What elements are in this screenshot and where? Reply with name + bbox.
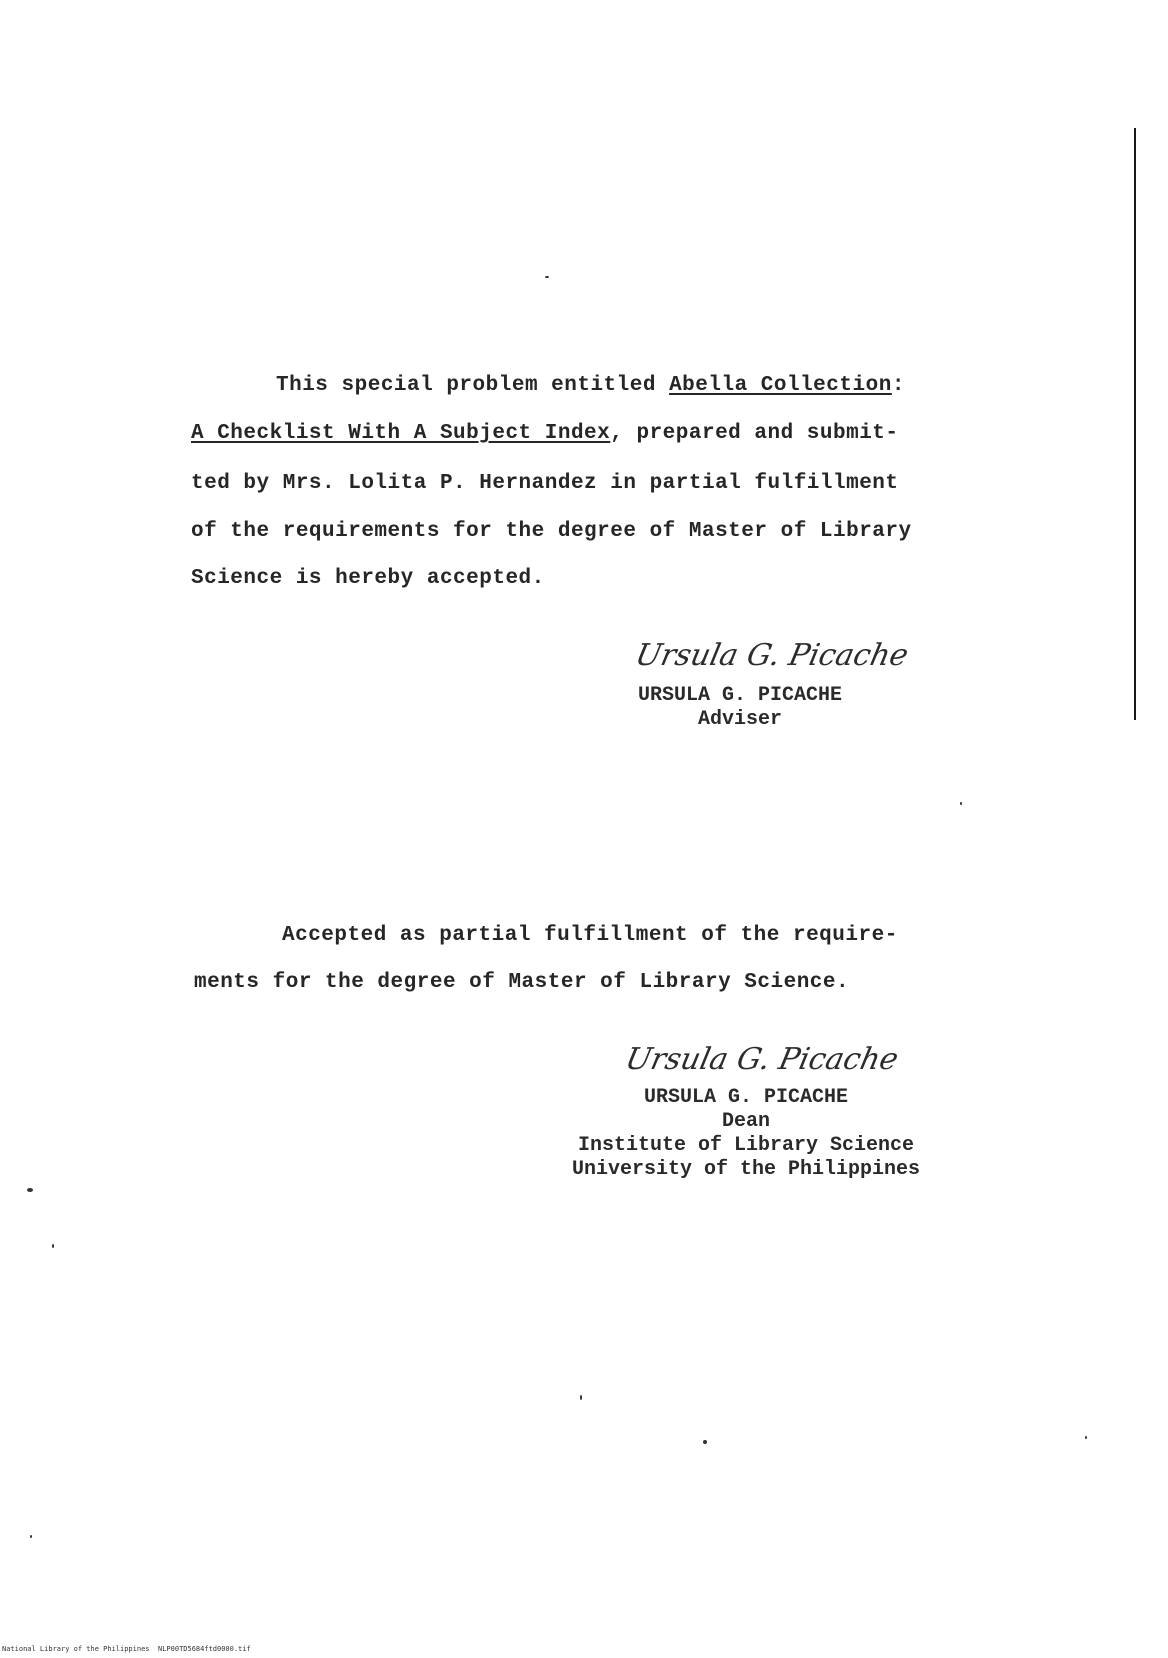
paragraph1-line1 [276,374,905,397]
dean-name: URSULA G. PICACHE [643,1086,849,1109]
scan-speck [580,1395,582,1400]
paragraph2-line1: Accepted as partial fulfillment of the require- [282,924,898,947]
dean-institute: Institute of Library Science [577,1134,915,1157]
paragraph1-line2-post: , prepared and submit- [610,422,899,445]
scan-speck [545,276,549,278]
paragraph1-line5: Science is hereby accepted. [191,567,545,590]
dean-signature: Ursula G. Picache [622,1042,902,1077]
adviser-block [620,684,860,732]
paragraph2-line2: ments for the degree of Master of Library Science. [194,971,850,994]
paragraph1-line4: of the requirements for the degree of Master of Library [191,520,912,543]
paragraph1-line1-pre: This special problem entitled [276,374,670,397]
scan-speck [960,802,962,805]
paragraph1-title-part2: A Checklist With A Subject Index [191,422,611,445]
scan-speck [27,1188,33,1192]
dean-university: University of the Philippines [571,1158,921,1181]
dean-role: Dean [721,1110,770,1133]
footer-right: NLP00TD5684ftd0000.tif [158,1645,251,1653]
adviser-role: Adviser [697,708,782,731]
scan-speck [30,1535,32,1538]
adviser-signature: Ursula G. Picache [632,638,912,673]
paragraph1-line3: ted by Mrs. Lolita P. Hernandez in partial fulfillment [191,472,899,495]
adviser-name: URSULA G. PICACHE [637,684,843,707]
scan-speck [52,1244,54,1248]
paragraph1-title-part1: Abella Collection [669,374,892,397]
scan-speck [703,1440,707,1444]
paragraph1-line1-post: : [891,374,905,397]
scan-speck [1085,1436,1087,1439]
footer-left: National Library of the Philippines [2,1645,150,1653]
dean-block [536,1086,956,1182]
paragraph1-line2 [191,422,899,445]
scan-edge-line [1134,128,1136,720]
